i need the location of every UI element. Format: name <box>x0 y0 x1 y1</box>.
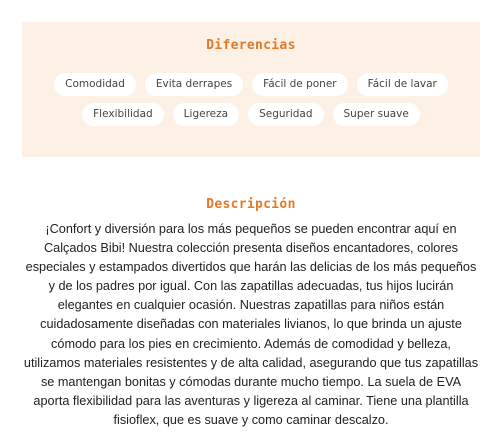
feature-chip-flexibilidad[interactable]: Flexibilidad <box>82 103 164 126</box>
feature-chip-row-1 <box>22 73 480 96</box>
description-text: ¡Confort y diversión para los más pequeños se pueden encontrar aquí en Calçados Bibi! Nuestra colección presenta diseños encantadores, colores especiales y estampados divertidos que harán las delicias de los más pequeños y de los padres por igual. Con las zapatillas adecuadas, tus hijos lucirán elegantes en cualquier ocasión. Nuestras zapatillas para niños están cuidadosamente diseñadas con materiales livianos, lo que brinda un ajuste cómodo para los pies en crecimiento. Además de comodidad y belleza, utilizamos materiales resistentes y de alta calidad, asegurando que tus zapatillas se mantengan bonitas y cómodas durante mucho tiempo. La suela de EVA aporta flexibilidad para las aventuras y ligereza al caminar. Tiene una plantilla fisioflex, que es suave y como caminar descalzo. <box>23 222 479 427</box>
feature-chip-evita-derrapes[interactable]: Evita derrapes <box>145 73 243 96</box>
feature-chip-seguridad[interactable]: Seguridad <box>248 103 323 126</box>
feature-chip-comodidad[interactable]: Comodidad <box>54 73 136 96</box>
feature-chip-row-2 <box>22 103 480 126</box>
description-section <box>22 197 480 430</box>
description-heading: Descripción <box>206 197 296 212</box>
feature-chip-facil-de-lavar[interactable]: Fácil de lavar <box>357 73 448 96</box>
feature-chip-facil-de-poner[interactable]: Fácil de poner <box>252 73 347 96</box>
feature-chip-ligereza[interactable]: Ligereza <box>173 103 239 126</box>
feature-chip-super-suave[interactable]: Super suave <box>333 103 420 126</box>
features-panel <box>22 22 480 157</box>
features-heading: Diferencias <box>206 38 296 53</box>
